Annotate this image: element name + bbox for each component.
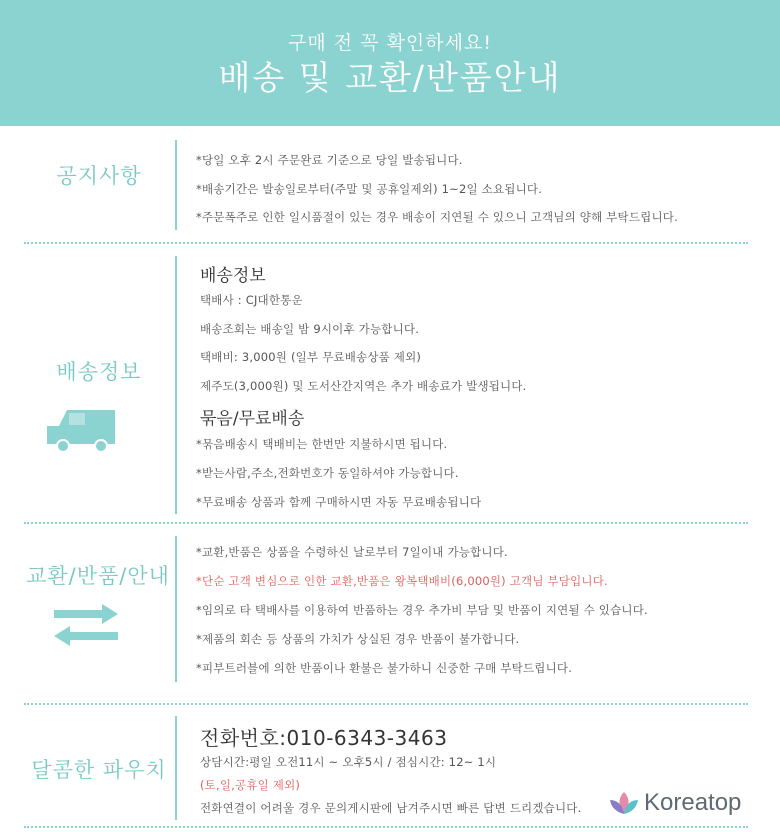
notice-line: *주문폭주로 인한 일시품절이 있는 경우 배송이 지연될 수 있으니 고객님의 양해 부탁드립니다. xyxy=(196,210,678,224)
notice-title: 공지사항 xyxy=(56,164,142,188)
lotus-logo-icon xyxy=(606,790,642,822)
contact-note: 전화연결이 어려울 경우 문의게시판에 남겨주시면 빠른 답변 드리겠습니다. xyxy=(200,801,582,815)
exchange-vline xyxy=(175,536,177,682)
section-divider xyxy=(24,522,748,524)
banner-subtitle: 구매 전 꼭 확인하세요! xyxy=(288,32,492,54)
exchange-title: 교환/반품/안내 xyxy=(26,564,170,588)
exchange-warning-line: *단순 고객 변심으로 인한 교환,반품은 왕복택배비(6,000원) 고객님 부담입니다. xyxy=(196,574,608,588)
contact-title: 달콤한 파우치 xyxy=(31,758,167,782)
contact-phone: 전화번호:010-6343-3463 xyxy=(200,726,448,750)
notice-line: *당일 오후 2시 주문완료 기준으로 당일 발송됩니다. xyxy=(196,153,463,167)
shipping-info-line: 택배비: 3,000원 (일부 무료배송상품 제외) xyxy=(200,350,422,364)
watermark-text: Koreatop xyxy=(644,789,742,816)
section-divider xyxy=(24,826,748,828)
contact-holiday: (토,일,공휴일 제외) xyxy=(200,778,301,792)
bundle-line: *무료배송 상품과 함께 구매하시면 자동 무료배송됩니다 xyxy=(196,495,482,509)
exchange-arrows-icon xyxy=(52,602,120,654)
section-divider xyxy=(24,242,748,244)
exchange-line: *교환,반품은 상품을 수령하신 날로부터 7일이내 가능합니다. xyxy=(196,545,508,559)
bundle-line: *묶음배송시 택배비는 한번만 지불하시면 됩니다. xyxy=(196,437,448,451)
bundle-line: *받는사람,주소,전화번호가 동일하셔야 가능합니다. xyxy=(196,466,459,480)
header-banner xyxy=(0,0,780,126)
contact-vline xyxy=(175,716,177,820)
section-divider xyxy=(24,703,748,705)
truck-icon xyxy=(45,402,121,458)
shipping-title: 배송정보 xyxy=(56,360,142,384)
notice-vline xyxy=(175,140,177,230)
bundle-heading: 묶음/무료배송 xyxy=(200,409,305,429)
exchange-line: *임의로 타 택배사를 이용하여 반품하는 경우 추가비 부담 및 반품이 지연될 수 있습니다. xyxy=(196,603,648,617)
banner-title: 배송 및 교환/반품안내 xyxy=(218,58,562,97)
contact-hours: 상담시간:평일 오전11시 ~ 오후5시 / 점심시간: 12~ 1시 xyxy=(200,755,497,769)
notice-line: *배송기간은 발송일로부터(주말 및 공휴일제외) 1~2일 소요됩니다. xyxy=(196,182,543,196)
shipping-info-heading: 배송정보 xyxy=(200,266,266,286)
exchange-line: *제품의 회손 등 상품의 가치가 상실된 경우 반품이 불가합니다. xyxy=(196,632,520,646)
shipping-info-line: 배송조회는 배송일 밤 9시이후 가능합니다. xyxy=(200,322,420,336)
exchange-line: *피부트러블에 의한 반품이나 환불은 불가하니 신중한 구매 부탁드립니다. xyxy=(196,661,573,675)
shipping-vline xyxy=(175,256,177,514)
shipping-info-line: 택배사 : CJ대한통운 xyxy=(200,293,303,307)
shipping-info-line: 제주도(3,000원) 및 도서산간지역은 추가 배송료가 발생됩니다. xyxy=(200,379,527,393)
